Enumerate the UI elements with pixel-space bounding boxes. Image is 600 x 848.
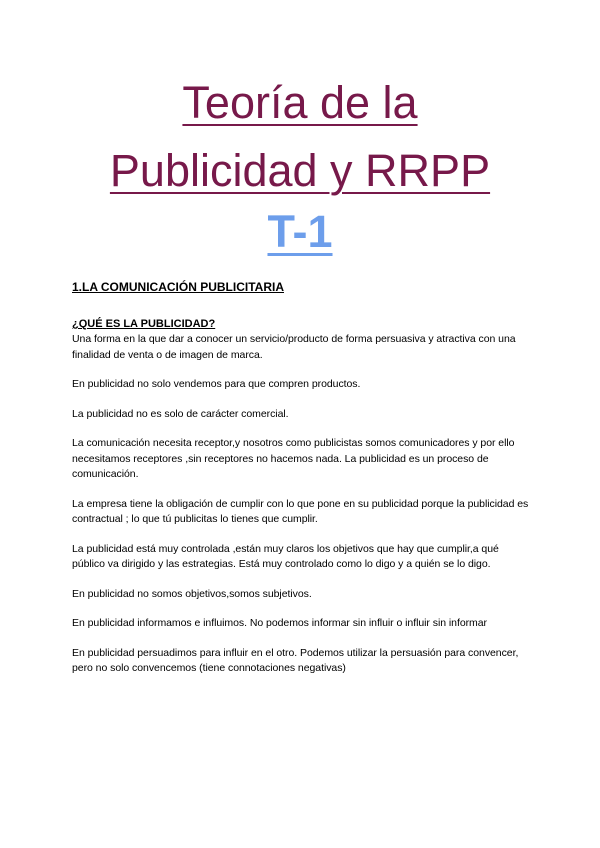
paragraph: En publicidad persuadimos para influir en el otro. Podemos utilizar la persuasión para convencer, pero no solo convencemos (tiene connotaciones negativas) [72, 646, 519, 674]
paragraph: La empresa tiene la obligación de cumplir con lo que pone en su publicidad porque la publicidad es contractual ; lo que tú publicitas lo tienes que cumplir. [72, 497, 529, 525]
sub-heading: ¿QUÉ ES LA PUBLICIDAD? [72, 318, 216, 330]
document-subtitle: T-1 [267, 206, 333, 257]
paragraph: En publicidad no somos objetivos,somos subjetivos. [72, 587, 312, 600]
paragraph: Una forma en la que dar a conocer un servicio/producto de forma persuasiva y atractiva con una finalidad de venta o de imagen de marca. [72, 333, 516, 361]
paragraph: La publicidad está muy controlada ,están muy claros los objetivos que hay que cumplir,a qué público va dirigido y las estrategias. Está muy controlado como lo digo y a quién se lo digo. [72, 542, 499, 570]
document-title-line-2: Publicidad y RRPP [109, 145, 491, 196]
document-title-line-1: Teoría de la [182, 77, 418, 128]
paragraph: La publicidad no es solo de carácter comercial. [72, 407, 289, 420]
paragraph: La comunicación necesita receptor,y nosotros como publicistas somos comunicadores y por ello necesitamos receptores ,sin receptores no hacemos nada. La publicidad es un proceso de comunicación. [72, 437, 515, 480]
document-body [72, 317, 534, 691]
section-heading: 1.LA COMUNICACIÓN PUBLICITARIA [72, 280, 284, 294]
paragraph: En publicidad no solo vendemos para que compren productos. [72, 378, 361, 390]
paragraph: En publicidad informamos e influimos. No podemos informar sin influir o influir sin informar [72, 617, 487, 629]
